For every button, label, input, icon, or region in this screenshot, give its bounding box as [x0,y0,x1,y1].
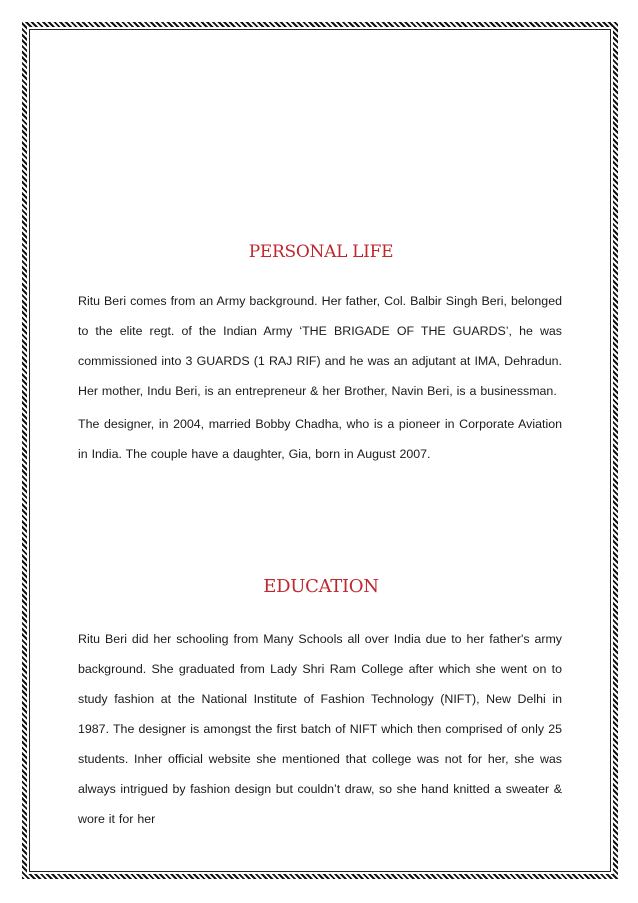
education-heading: EDUCATION [263,576,379,597]
personal-life-heading: PERSONAL LIFE [248,242,394,262]
personal-life-section [78,286,562,469]
education-paragraph-1: Ritu Beri did her schooling from Many Schools all over India due to her father's army background. She graduated from Lady Shri Ram College after which she went on to study fashion at the National Institute of Fashion Technology (NIFT), New Delhi in 1987. The designer is amongst the first batch of NIFT which then comprised of only 25 students. Inher official website she mentioned that college was not for her, she was always intrigued by fashion design but couldn’t draw, so she hand knitted a sweater & wore it for her [78,632,562,826]
personal-life-paragraph-2: The designer, in 2004, married Bobby Chadha, who is a pioneer in Corporate Aviation in India. The couple have a daughter, Gia, born in August 2007. [78,417,562,461]
personal-life-paragraph-1: Ritu Beri comes from an Army background. Her father, Col. Balbir Singh Beri, belonged to the elite regt. of the Indian Army ‘THE BRIGADE OF THE GUARDS’, he was commissioned into 3 GUARDS (1 RAJ RIF) and he was an adjutant at IMA, Dehradun. Her mother, Indu Beri, is an entrepreneur & her Brother, Navin Beri, is a businessman. [78,294,562,398]
education-section [78,624,562,870]
